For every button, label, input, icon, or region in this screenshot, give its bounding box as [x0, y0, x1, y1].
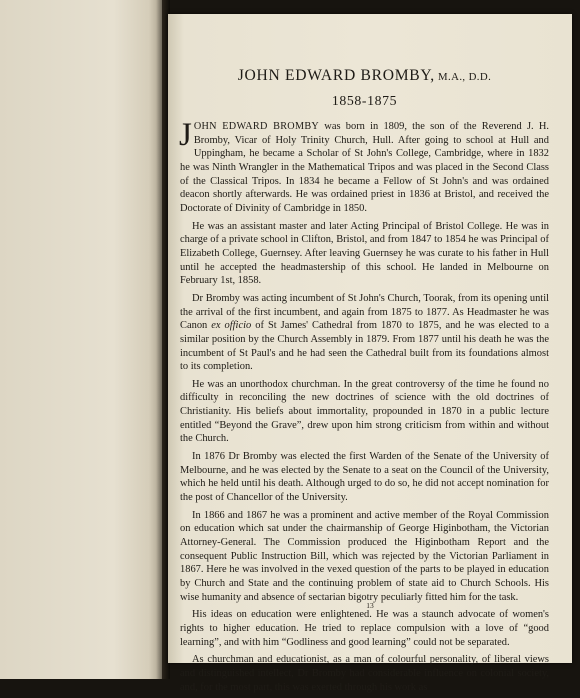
- paragraph-1-text: was born in 1809, the son of the Reverend J. H. Bromby, Vicar of Holy Trinity Church, Hull. After going to school at Hull and Uppingham, he became a Scholar of St John's College, Cambridge, where in 1832 he was Ninth Wrangler in the Mathematical Tripos and was placed in the Second Class of the Classical Tripos. In 1834 he became a Fellow of St John's and was ordained deacon shortly afterwards. He was ordained priest in 1836 at Bristol, and received the Doctorate of Divinity of Cambridge in 1850.: [180, 121, 549, 214]
- paragraph-3: [180, 292, 549, 374]
- paragraph-3-text-b: of St James' Cathedral from 1870 to 1875, and he was elected to a similar position by the Church Assembly in 1879. From 1877 until his death he was the incumbent of St Paul's and he had seen the Cathedral built from its foundations almost to its completion.: [180, 320, 549, 373]
- paragraph-5: In 1876 Dr Bromby was elected the first Warden of the Senate of the University of Melbourne, and he was elected by the Senate to a seat on the Council of the University, which he held until his death. Although urged to do so, he did not accept nomination for the post of Chancellor of the University.: [180, 451, 549, 504]
- paragraph-3-italic: ex officio: [211, 320, 252, 332]
- title-degrees: M.A., D.D.: [434, 71, 492, 83]
- paragraph-1: [179, 117, 549, 216]
- page-title: [180, 66, 549, 87]
- paragraph-6: In 1866 and 1867 he was a prominent and active member of the Royal Commission on education which sat under the chairmanship of George Higinbotham, the Victorian Attorney-General. The Commission produced the Higinbotham Report and the consequent Public Instruction Bill, which was rejected by the Victorian Parliament in 1867. Here he was involved in the vexed question of the parts to be played in education by Church and State and the continuing problem of state aid to Church Schools. His wise humanity and absence of sectarian bigotry peculiarly fitted him for the task.: [180, 509, 549, 603]
- drop-cap: J: [179, 117, 192, 153]
- book-page: [168, 14, 572, 693]
- page-number: 13: [366, 601, 374, 610]
- title-years: 1858-1875: [331, 93, 398, 108]
- paragraph-3-text-a: Dr Bromby was acting incumbent of St John's Church, Toorak, from its opening until the arrival of the first incumbent, and again from 1875 to 1877. As Headmaster he was Canon: [180, 292, 549, 332]
- title-name: JOHN EDWARD BROMBY,: [237, 67, 435, 84]
- paragraph-4: He was an unorthodox churchman. In the great controversy of the time he found no difficulty in reconciling the new doctrines of science with the old doctrines of Christianity. His beliefs about immortality, propounded in 1870 in a public lecture entitled “Beyond the Grave”, drew upon him strong criticism from within and without the Church.: [180, 378, 549, 445]
- opening-caps: OHN EDWARD BROMBY: [193, 121, 320, 132]
- paragraph-7: His ideas on education were enlightened. He was a staunch advocate of women's rights to higher education. He tried to replace compulsion with a love of “good learning”, and with him “Godliness and good learning” could not be separated.: [180, 609, 549, 648]
- paragraph-8: As churchman and educationist, as a man of colourful personality, of liberal views and distinguished intellect, Dr Bromby had considerable influence on colonial society, and, for the most part, this was exerted through his work as: [180, 654, 549, 693]
- paragraph-2: He was an assistant master and later Acting Principal of Bristol College. He was in charge of a private school in Clifton, Bristol, and from 1847 to 1854 he was Principal of Elizabeth College, Guernsey. After leaving Guernsey he was curate to his father in Hull until he accepted the headmastership of this school. He landed in Melbourne on February 1st, 1858.: [180, 220, 549, 287]
- left-page-edge: [0, 0, 162, 679]
